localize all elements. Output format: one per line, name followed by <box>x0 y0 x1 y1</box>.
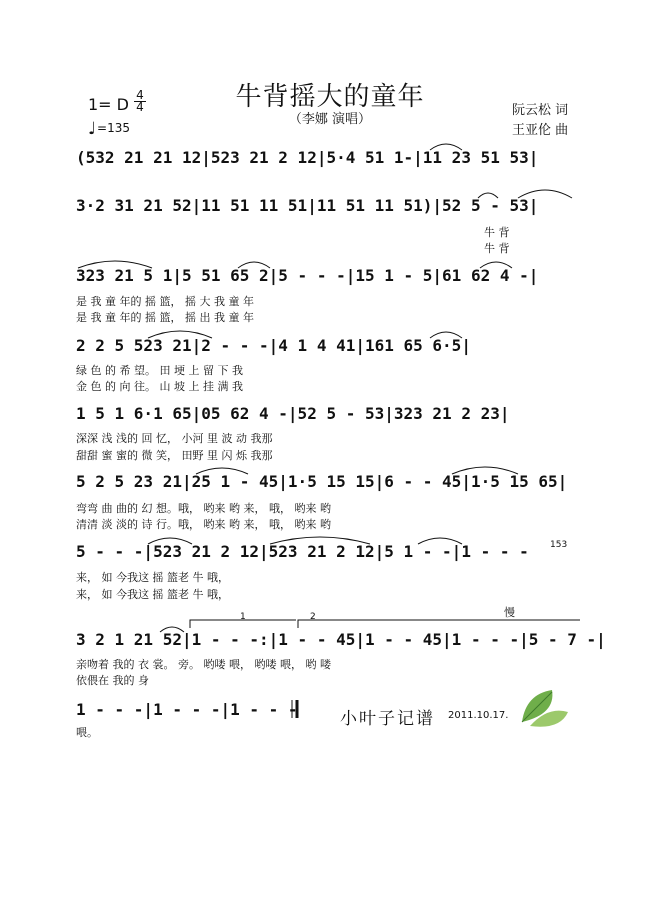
lyric-line-5-verse-1: 深深 浅 浅的 回 忆， 小河 里 波 动 我那 <box>76 432 273 445</box>
lyric-line-7-verse-2: 来， 如 今我这 摇 篮老 牛 哦， <box>76 588 229 601</box>
performer-note: （李娜 演唱） <box>288 112 372 127</box>
score-line-3: 323 21 5 1|5 51 65 2|5 - - -|15 1 - 5|61 62 4 -| <box>76 266 539 285</box>
score-line-5: 1 5 1 6·1 65|05 62 4 -|52 5 - 53|323 21 2 23| <box>76 404 510 423</box>
lyric-line-9-verse-1: 喂。 <box>76 726 98 739</box>
score-line-8: 3 2 1 21 52|1 - - -:|1 - - 45|1 - - 45|1 - - -|5 - 7 -| <box>76 630 606 649</box>
score-line-9: 1 - - -|1 - - -|1 - - - <box>76 700 298 719</box>
lyric-line-3-verse-2: 是 我 童 年的 摇 篮， 摇 出 我 童 年 <box>76 311 254 324</box>
volta-2-label: 2 <box>310 612 316 622</box>
key-signature: 1= D <box>88 95 129 114</box>
tempo-change-marking: 慢 <box>504 606 515 619</box>
meter-bottom: 4 <box>134 101 146 113</box>
score-line-4: 2 2 5 523 21|2 - - -|4 1 4 41|161 65 6·5| <box>76 336 471 355</box>
grace-note: 153 <box>550 540 568 550</box>
lyric-line-7-verse-1: 来， 如 今我这 摇 篮老 牛 哦， <box>76 571 229 584</box>
lyric-line-5-verse-2: 甜甜 蜜 蜜的 微 笑， 田野 里 闪 烁 我那 <box>76 449 273 462</box>
time-signature <box>134 90 146 113</box>
lyric-line-6-verse-1: 弯弯 曲 曲的 幻 想。哦， 哟来 哟 来， 哦， 哟来 哟 <box>76 502 331 515</box>
song-title: 牛背摇大的童年 <box>235 82 425 112</box>
lyricist-credit: 阮云松 词 <box>512 103 569 118</box>
volta-1-label: 1 <box>240 612 246 622</box>
lyric-line-2-verse-2: 牛 背 <box>484 242 510 255</box>
lyric-line-8-verse-1: 亲吻着 我的 衣 裳。 旁。 哟喽 喂， 哟喽 喂， 哟 喽 <box>76 658 331 671</box>
score-line-2: 3·2 31 21 52|11 51 11 51|11 51 11 51)|52 5 - 53| <box>76 196 539 215</box>
lyric-line-2-verse-1: 牛 背 <box>484 226 510 239</box>
lyric-line-6-verse-2: 清清 淡 淡的 诗 行。哦， 哟来 哟 来， 哦， 哟来 哟 <box>76 518 331 531</box>
leaf-icon <box>522 690 568 727</box>
score-line-1: (532 21 21 12|523 21 2 12|5·4 51 1-|11 23 51 53| <box>76 148 539 167</box>
volta-bracket-2 <box>298 620 580 628</box>
transcription-date: 2011.10.17. <box>448 710 509 721</box>
tempo-value: =135 <box>97 121 130 135</box>
transcriber-signature: 小叶子记谱 <box>340 709 435 729</box>
lyric-line-4-verse-1: 绿 色 的 希 望。 田 埂 上 留 下 我 <box>76 364 243 377</box>
score-line-6: 5 2 5 23 21|25 1 - 45|1·5 15 15|6 - - 45|1·5 15 65| <box>76 472 568 491</box>
lyric-line-4-verse-2: 金 色 的 向 往。 山 坡 上 挂 满 我 <box>76 380 243 393</box>
lyric-line-3-verse-1: 是 我 童 年的 摇 篮， 摇 大 我 童 年 <box>76 295 254 308</box>
lyric-line-8-verse-2: 依偎在 我的 身 <box>76 674 149 687</box>
score-line-7: 5 - - -|523 21 2 12|523 21 2 12|5 1 - -|1 - - - <box>76 542 529 561</box>
tempo-marking <box>88 119 130 139</box>
composer-credit: 王亚伦 曲 <box>512 123 569 138</box>
quarter-note-icon: ♩ <box>88 119 97 139</box>
meter-top: 4 <box>136 88 144 102</box>
